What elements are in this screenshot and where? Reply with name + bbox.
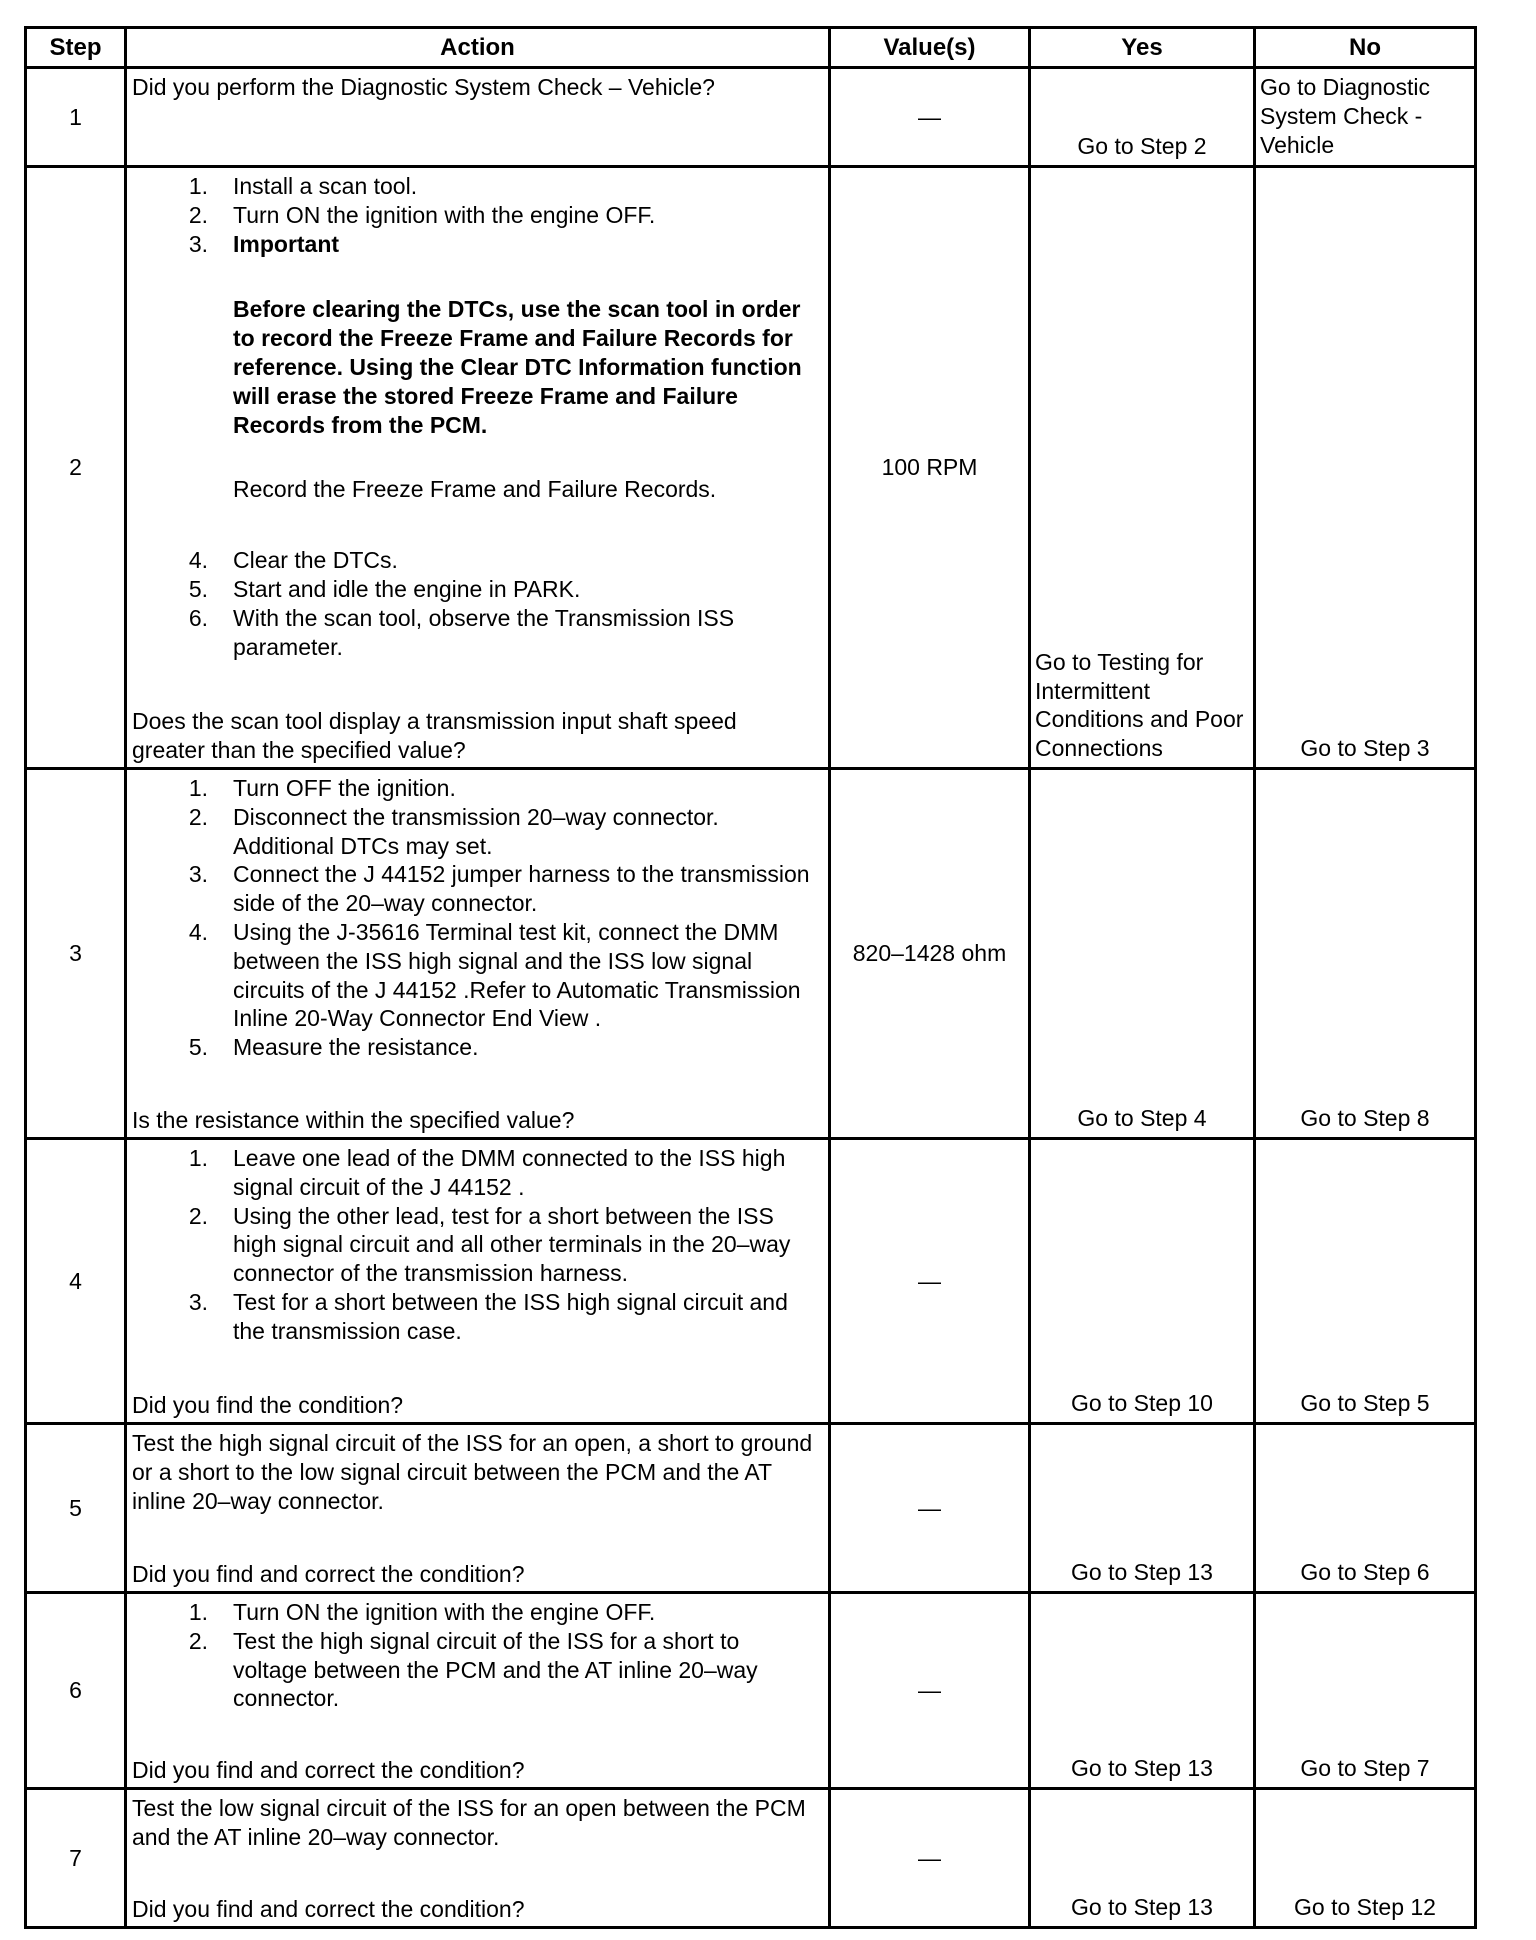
table-row xyxy=(26,167,1476,769)
question-text: Does the scan tool display a transmission input shaft speed greater than the specified value? xyxy=(132,708,737,764)
step-number: 6 xyxy=(26,1593,126,1789)
list-item: 1. Leave one lead of the DMM connected to the ISS high signal circuit of the J 44152 . xyxy=(188,1145,786,1200)
action-cell xyxy=(126,769,830,1139)
header-values: Value(s) xyxy=(830,28,1030,68)
list-item: 4. Clear the DTCs. xyxy=(188,547,398,574)
question-text: Did you find and correct the condition? xyxy=(132,1561,525,1588)
action-cell xyxy=(126,68,830,167)
no-cell: Go to Step 6 xyxy=(1255,1424,1476,1593)
step-number: 2 xyxy=(26,167,126,769)
no-cell: Go to Step 12 xyxy=(1255,1789,1476,1928)
action-cell xyxy=(126,167,830,769)
header-step: Step xyxy=(26,28,126,68)
list-item: 6. With the scan tool, observe the Transmission ISS parameter. xyxy=(188,604,735,660)
action-cell xyxy=(126,1593,830,1789)
action-cell xyxy=(126,1424,830,1593)
list-item: 3. Important Before clearing the DTCs, use the scan tool in order to record the Freeze Frame and Failure Records for reference. Using the Clear DTC Information function will erase the stored Freeze Frame and Failure Records from the PCM. Record the Freeze Frame and Failure Records. xyxy=(132,230,814,505)
action-text: Test the high signal circuit of the ISS for an open, a short to ground or a short to the low signal circuit between the PCM and the AT inline 20–way connector. xyxy=(132,1430,813,1514)
header-yes: Yes xyxy=(1030,28,1255,68)
question-text: Is the resistance within the specified value? xyxy=(132,1107,575,1134)
list-item: 1. Turn OFF the ignition. xyxy=(188,775,456,801)
yes-cell: Go to Step 13 xyxy=(1030,1424,1255,1593)
step-number: 1 xyxy=(26,68,126,167)
action-text: Test the low signal circuit of the ISS for an open between the PCM and the AT inline 20–way connector. xyxy=(132,1795,806,1850)
value-cell: 820–1428 ohm xyxy=(830,769,1030,1139)
header-no: No xyxy=(1255,28,1476,68)
action-text: Did you perform the Diagnostic System Check – Vehicle? xyxy=(132,74,715,100)
table-row xyxy=(26,769,1476,1139)
table-row xyxy=(26,1424,1476,1593)
list-item: 2. Turn ON the ignition with the engine OFF. xyxy=(188,201,656,228)
important-title: Important xyxy=(233,230,340,257)
step-number: 7 xyxy=(26,1789,126,1928)
no-cell: Go to Step 7 xyxy=(1255,1593,1476,1789)
step-number: 5 xyxy=(26,1424,126,1593)
record-instruction: Record the Freeze Frame and Failure Records. xyxy=(233,476,717,503)
value-cell: 100 RPM xyxy=(830,167,1030,769)
question-text: Did you find and correct the condition? xyxy=(132,1757,525,1784)
no-cell: Go to Step 3 xyxy=(1255,167,1476,769)
list-item: 2. Disconnect the transmission 20–way connector. Additional DTCs may set. xyxy=(188,803,719,859)
table-row xyxy=(26,1593,1476,1789)
yes-cell: Go to Step 2 xyxy=(1030,68,1255,167)
action-steps xyxy=(132,1598,814,1713)
list-item: 5. Measure the resistance. xyxy=(188,1034,479,1061)
step-number: 4 xyxy=(26,1139,126,1424)
action-cell xyxy=(126,1139,830,1424)
no-cell: Go to Step 8 xyxy=(1255,769,1476,1139)
value-cell: — xyxy=(830,1593,1030,1789)
value-cell: — xyxy=(830,1789,1030,1928)
important-note: Before clearing the DTCs, use the scan tool in order to record the Freeze Frame and Failure Records for reference. Using the Clear DTC Information function will erase the stored Freeze Frame and Failure Records from the PCM. xyxy=(233,296,802,438)
action-cell xyxy=(126,1789,830,1928)
yes-cell: Go to Step 4 xyxy=(1030,769,1255,1139)
yes-cell: Go to Step 13 xyxy=(1030,1593,1255,1789)
action-steps xyxy=(132,1144,814,1346)
table-row xyxy=(26,68,1476,167)
header-row xyxy=(26,28,1476,68)
list-item: 1. Turn ON the ignition with the engine OFF. xyxy=(188,1599,656,1625)
question-text: Did you find the condition? xyxy=(132,1392,404,1419)
list-item: 3. Connect the J 44152 jumper harness to the transmission side of the 20–way connector. xyxy=(188,861,810,917)
list-item: 4. Using the J-35616 Terminal test kit, connect the DMM between the ISS high signal and the ISS low signal circuits of the J 44152 .Refer to Automatic Transmission Inline 20-Way Connector End View . xyxy=(188,918,801,1032)
list-item: 2. Using the other lead, test for a short between the ISS high signal circuit and all other terminals in the 20–way connector of the transmission harness. xyxy=(188,1202,791,1287)
table-row xyxy=(26,1139,1476,1424)
table-row xyxy=(26,1789,1476,1928)
action-steps xyxy=(132,774,814,1062)
action-steps xyxy=(132,172,814,661)
list-item: 2. Test the high signal circuit of the ISS for a short to voltage between the PCM and the AT inline 20–way connector. xyxy=(188,1627,758,1712)
list-spacer xyxy=(132,504,814,546)
no-cell: Go to Step 5 xyxy=(1255,1139,1476,1424)
yes-cell: Go to Step 13 xyxy=(1030,1789,1255,1928)
list-item: 5. Start and idle the engine in PARK. xyxy=(188,575,581,602)
header-action: Action xyxy=(126,28,830,68)
list-item: 1. Install a scan tool. xyxy=(188,173,418,199)
no-cell: Go to Diagnostic System Check - Vehicle xyxy=(1255,68,1476,167)
question-text: Did you find and correct the condition? xyxy=(132,1896,525,1923)
value-cell: — xyxy=(830,1424,1030,1593)
yes-cell: Go to Testing for Intermittent Conditions and Poor Connections xyxy=(1030,167,1255,769)
diagnostic-table xyxy=(24,26,1477,1929)
value-cell: — xyxy=(830,1139,1030,1424)
value-cell: — xyxy=(830,68,1030,167)
yes-cell: Go to Step 10 xyxy=(1030,1139,1255,1424)
step-number: 3 xyxy=(26,769,126,1139)
list-item: 3. Test for a short between the ISS high signal circuit and the transmission case. xyxy=(188,1288,788,1344)
